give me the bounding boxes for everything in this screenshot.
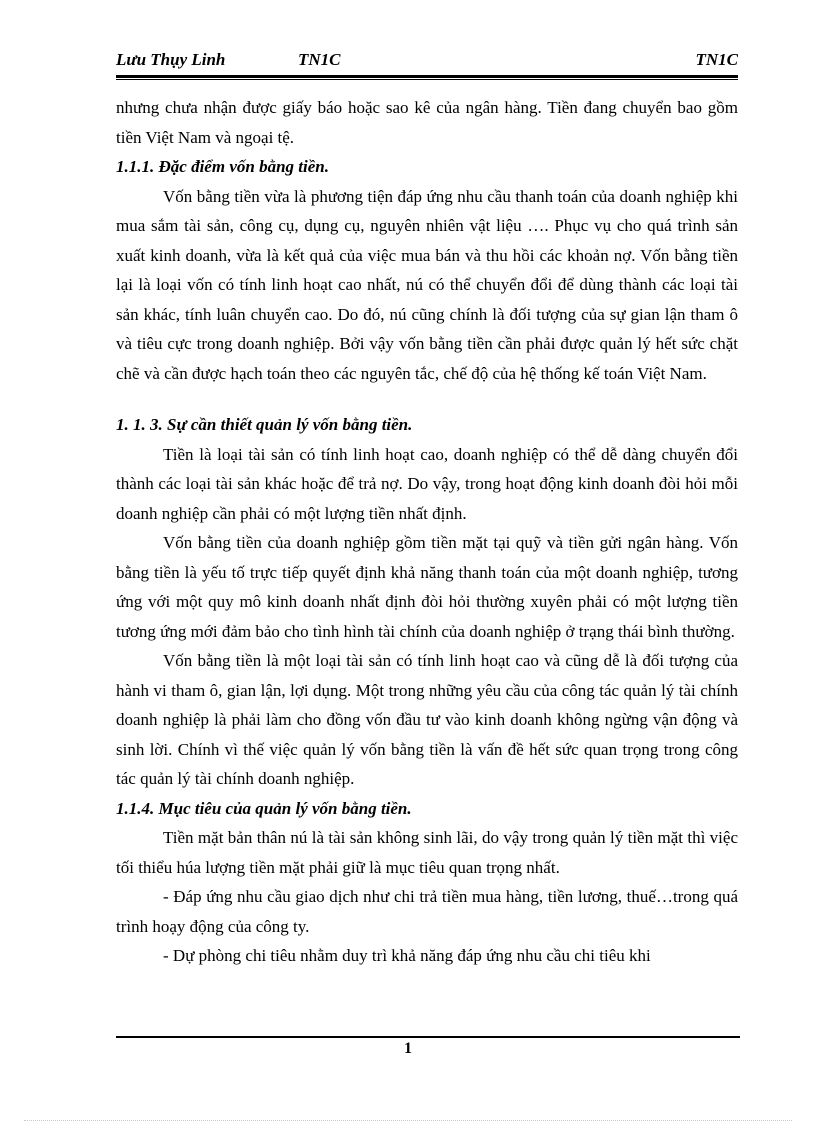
page-edge-divider: [24, 1120, 792, 1121]
spacer: [116, 388, 738, 410]
list-item-contingency: - Dự phòng chi tiêu nhằm duy trì khả năng đáp ứng nhu cầu chi tiêu khi: [163, 946, 651, 965]
header-author: Lưu Thụy Linh: [116, 50, 226, 69]
page-number: 1: [404, 1040, 412, 1057]
header-rule: [116, 75, 738, 80]
section-heading-1-1-4: 1.1.4. Mục tiêu của quản lý vốn bằng tiền.: [116, 798, 412, 818]
section-heading-1-1-3: 1. 1. 3. Sự cần thiết quản lý vốn bằng tiền.: [116, 415, 413, 434]
paragraph-necessity-1: Tiền là loại tài sản có tính linh hoạt cao, doanh nghiệp có thể dễ dàng chuyển đổi thành các loại tài sản khác hoặc để trả nợ. Do vậy, trong hoạt động kinh doanh đòi hỏi mỗi doanh nghiệp cần phải có một lượng tiền nhất định.: [116, 444, 738, 523]
list-item-transactions: - Đáp ứng nhu cầu giao dịch như chi trả tiền mua hàng, tiền lương, thuế…trong quá trình hoạy động của công ty.: [116, 887, 738, 936]
section-heading-1-1-1: 1.1.1. Đặc điểm vốn bằng tiền.: [116, 157, 329, 176]
document-body: [116, 93, 738, 971]
paragraph-necessity-3: Vốn bằng tiền là một loại tài sản có tính linh hoạt cao và cũng dễ là đối tượng của hành vi tham ô, gian lận, lợi dụng. Một trong những yêu cầu của công tác quản lý tài chính doanh nghiệp là phải làm cho đồng vốn đầu tư vào kinh doanh không ngừng vận động và sinh lời. Chính vì thế việc quản lý vốn bằng tiền là vấn đề hết sức quan trọng trong công tác quản lý tài chính doanh nghiệp.: [116, 651, 738, 788]
header-class-right: TN1C: [695, 50, 738, 69]
paragraph-continuation: nhưng chưa nhận được giấy báo hoặc sao kê của ngân hàng. Tiền đang chuyển bao gồm tiền Việt Nam và ngoại tệ.: [116, 98, 738, 147]
paragraph-characteristics: Vốn bằng tiền vừa là phương tiện đáp ứng nhu cầu thanh toán của doanh nghiệp khi mua sắm tài sản, công cụ, dụng cụ, nguyên nhiên vật liệu …. Phục vụ cho quá trình sản xuất kinh doanh, vừa là kết quả của việc mua bán và thu hồi các khoản nợ. Vốn bằng tiền lại là loại vốn có tính linh hoạt cao nhất, nú có thể chuyển đổi để dùng thành các loại tài sản khác, tính luân chuyển cao. Do đó, nú cũng chính là đối tượng của sự gian lận tham ô và tiêu cực trong doanh nghiệp. Bởi vậy vốn bằng tiền cần phải được quản lý hết sức chặt chẽ và cần được hạch toán theo các nguyên tắc, chế độ của hệ thống kế toán Việt Nam.: [116, 186, 738, 383]
paragraph-objectives: Tiền mặt bản thân nú là tài sản không sinh lãi, do vậy trong quản lý tiền mặt thì việc tối thiểu húa lượng tiền mặt phải giữ là mục tiêu quan trọng nhất.: [116, 828, 738, 877]
paragraph-necessity-2: Vốn bằng tiền của doanh nghiệp gồm tiền mặt tại quỹ và tiền gửi ngân hàng. Vốn bằng tiền là yếu tố trực tiếp quyết định khả năng thanh toán của một doanh nghiệp, tương ứng với một quy mô kinh doanh nhất định đòi hỏi thường xuyên phải có một lượng tiền tương ứng mới đảm bảo cho tình hình tài chính của doanh nghiệp ở trạng thái bình thường.: [116, 533, 738, 641]
page-header: [116, 50, 738, 70]
footer-rule: [116, 1036, 740, 1038]
header-class-left: TN1C: [298, 50, 341, 69]
